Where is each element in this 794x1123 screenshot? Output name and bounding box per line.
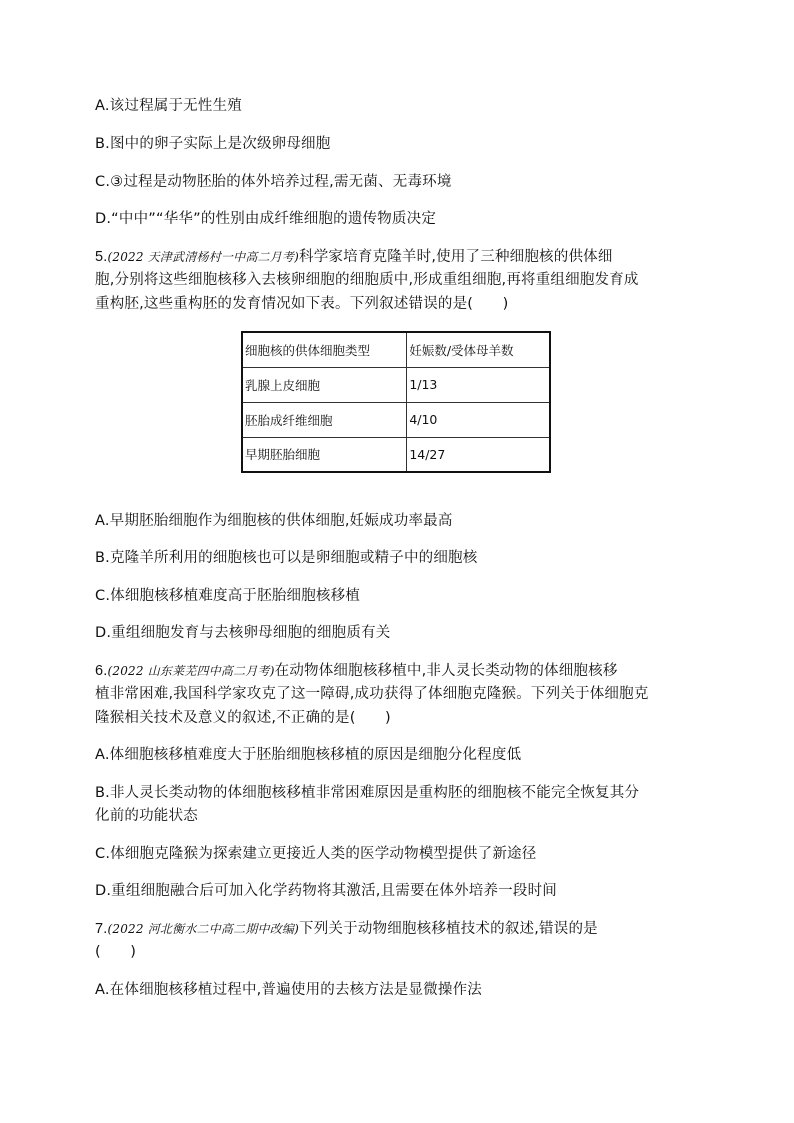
q5-option-b: B.克隆羊所利用的细胞核也可以是卵细胞或精子中的细胞核	[95, 550, 478, 566]
q5-option-d: D.重组细胞发育与去核卵母细胞的细胞质有关	[95, 625, 391, 641]
table-header-pregnancy-ratio: 妊娠数/受体母羊数	[407, 332, 550, 367]
q5-stem-text-1: 科学家培育克隆羊时,使用了三种细胞核的供体细	[299, 249, 613, 265]
table-header-donor-type: 细胞核的供体细胞类型	[242, 332, 407, 367]
q5-source: (2022 天津武清杨村一中高二月考)	[107, 250, 300, 264]
table-cell: 14/27	[407, 437, 550, 472]
q6-option-d: D.重组细胞融合后可加入化学药物将其激活,且需要在体外培养一段时间	[95, 883, 557, 899]
table-cell: 4/10	[407, 402, 550, 437]
q5-number: 5.	[95, 249, 108, 265]
q7-stem-line-2: ( )	[95, 944, 137, 960]
q5-stem-line-3: 重构胚,这些重构胚的发育情况如下表。下列叙述错误的是( )	[95, 296, 509, 312]
table-cell: 早期胚胎细胞	[242, 437, 407, 472]
q5-stem-line-1	[95, 247, 613, 267]
q4-option-d: D.“中中”“华华”的性别由成纤维细胞的遗传物质决定	[95, 211, 437, 227]
q6-option-c: C.体细胞克隆猴为探索建立更接近人类的医学动物模型提供了新途径	[95, 846, 537, 862]
table-cell: 胚胎成纤维细胞	[242, 402, 407, 437]
q6-option-b-continued: 化前的功能状态	[95, 808, 198, 824]
q6-stem-text-1: 在动物体细胞核移植中,非人灵长类动物的体细胞核移	[274, 663, 618, 679]
q4-option-b: B.图中的卵子实际上是次级卵母细胞	[95, 136, 331, 152]
q4-option-a: A.该过程属于无性生殖	[95, 98, 242, 114]
q6-number: 6.	[95, 663, 108, 679]
q6-stem-line-3: 隆猴相关技术及意义的叙述,不正确的是( )	[95, 710, 391, 726]
q7-stem-line-1	[95, 919, 598, 939]
q7-number: 7.	[95, 921, 108, 937]
table-row	[242, 367, 550, 402]
q5-option-a: A.早期胚胎细胞作为细胞核的供体细胞,妊娠成功率最高	[95, 513, 453, 529]
q4-option-c: C.③过程是动物胚胎的体外培养过程,需无菌、无毒环境	[95, 174, 452, 190]
q6-option-b: B.非人灵长类动物的体细胞核移植非常困难原因是重构胚的细胞核不能完全恢复其分	[95, 785, 640, 801]
q6-source: (2022 山东莱芜四中高二月考)	[107, 664, 275, 678]
q6-stem-line-1	[95, 661, 618, 681]
table-cell: 乳腺上皮细胞	[242, 367, 407, 402]
q6-option-a: A.体细胞核移植难度大于胚胎细胞核移植的原因是细胞分化程度低	[95, 747, 522, 763]
q5-data-table	[241, 331, 551, 473]
q7-option-a: A.在体细胞核移植过程中,普遍使用的去核方法是显微操作法	[95, 982, 482, 998]
q6-stem-line-2: 植非常困难,我国科学家攻克了这一障碍,成功获得了体细胞克隆猴。下列关于体细胞克	[95, 686, 649, 702]
table-header-row	[242, 332, 550, 367]
q7-source: (2022 河北衡水二中高二期中改编)	[107, 922, 300, 936]
table-row	[242, 437, 550, 472]
q5-option-c: C.体细胞核移植难度高于胚胎细胞核移植	[95, 588, 361, 604]
q7-stem-text-1: 下列关于动物细胞核移植技术的叙述,错误的是	[299, 921, 598, 937]
table-cell: 1/13	[407, 367, 550, 402]
q5-stem-line-2: 胞,分别将这些细胞核移入去核卵细胞的细胞质中,形成重组细胞,再将重组细胞发育成	[95, 272, 639, 288]
table-row	[242, 402, 550, 437]
